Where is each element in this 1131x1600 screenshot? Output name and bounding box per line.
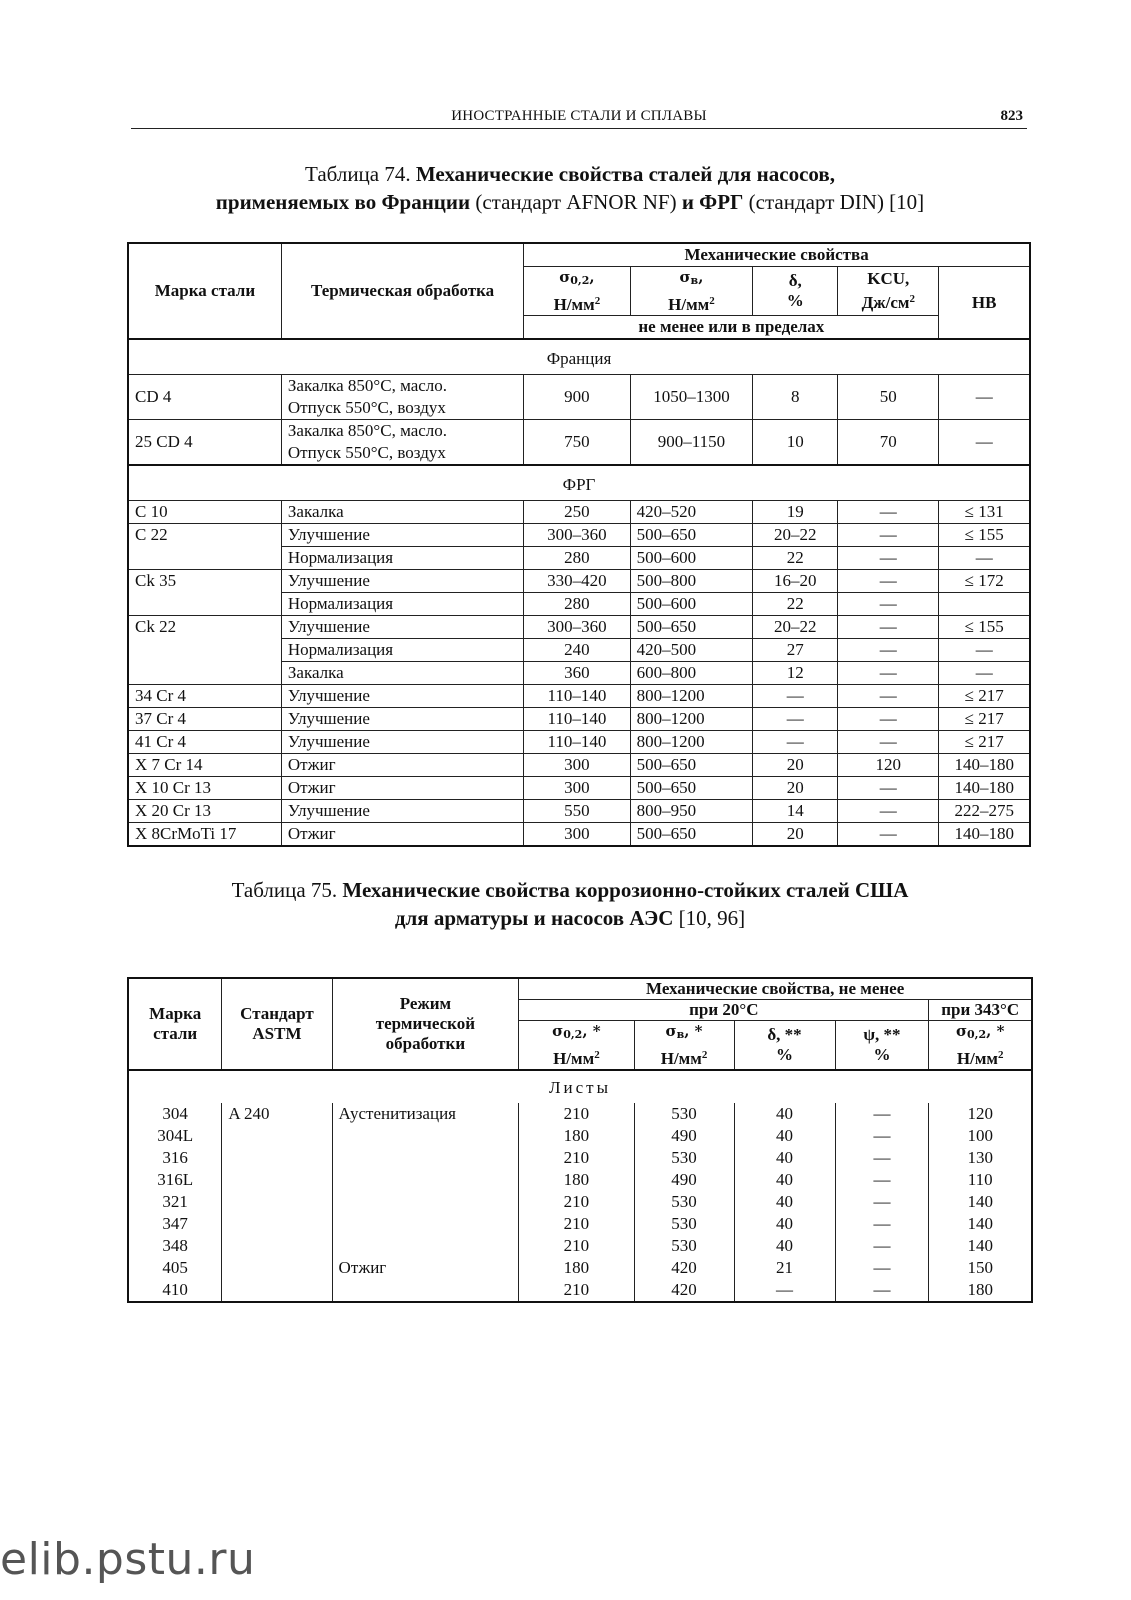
cell-treatment: Нормализация — [281, 593, 523, 616]
cell-sigma02: 300 — [524, 754, 630, 777]
cell-kcu: — — [838, 593, 939, 616]
cell-hb: — — [939, 662, 1030, 685]
cell-delta: 19 — [753, 501, 838, 524]
col-sigma-v: $\sigma_в$, $Н/мм^2$ — [630, 267, 753, 316]
col-mech-props: Механические свойства, не менее — [519, 978, 1032, 1000]
cell-delta: 16–20 — [753, 570, 838, 593]
cell-psi: — — [835, 1103, 929, 1125]
table-row — [128, 1103, 1032, 1125]
cell-treatment: Улучшение — [281, 685, 523, 708]
cell-sigma02-343: 140 — [929, 1191, 1032, 1213]
caption-title-frg: и ФРГ — [681, 190, 744, 214]
cell-treatment: Улучшение — [281, 731, 523, 754]
caption-prefix: Таблица 75. — [231, 878, 343, 902]
cell-delta: — — [734, 1279, 835, 1302]
cell-sigma-v: 420–500 — [630, 639, 753, 662]
col-kcu: KCU, $Дж/см^2$ — [838, 267, 939, 316]
cell-treatment-line2: Отпуск 550°С, воздух — [287, 443, 446, 462]
caption-title-line1: Механические свойства сталей для насосов, — [415, 162, 835, 186]
cell-sigma-v: 530 — [634, 1213, 734, 1235]
col-mode: Режим термической обработки — [332, 978, 519, 1070]
cell-treatment: Отжиг — [281, 823, 523, 847]
table-row — [128, 420, 1030, 466]
cell-treatment: Отжиг — [281, 754, 523, 777]
col-hb: НВ — [939, 267, 1030, 340]
cell-sigma02: 300–360 — [524, 616, 630, 639]
cell-grade: X 10 Cr 13 — [128, 777, 281, 800]
cell-sigma02: 110–140 — [524, 708, 630, 731]
cell-kcu: — — [838, 524, 939, 547]
cell-standard — [222, 1279, 332, 1302]
running-title: ИНОСТРАННЫЕ СТАЛИ И СПЛАВЫ — [451, 108, 707, 124]
cell-treatment: Нормализация — [281, 547, 523, 570]
page-header — [131, 104, 1027, 129]
cell-sigma-v: 530 — [634, 1235, 734, 1257]
cell-sigma02-343: 150 — [929, 1257, 1032, 1279]
table-row — [128, 1169, 1032, 1191]
table-row — [128, 639, 1030, 662]
cell-sigma-v: 500–800 — [630, 570, 753, 593]
cell-grade: 37 Cr 4 — [128, 708, 281, 731]
cell-sigma-v: 420 — [634, 1279, 734, 1302]
cell-kcu: — — [838, 662, 939, 685]
cell-standard — [222, 1191, 332, 1213]
cell-delta: 20–22 — [753, 524, 838, 547]
cell-sigma-v: 500–650 — [630, 777, 753, 800]
table-row — [128, 777, 1030, 800]
cell-sigma02: 750 — [524, 420, 630, 466]
cell-delta: — — [753, 708, 838, 731]
cell-kcu: — — [838, 731, 939, 754]
cell-sigma02-343: 100 — [929, 1125, 1032, 1147]
cell-sigma-v: 1050–1300 — [630, 375, 753, 420]
cell-sigma02: 300 — [524, 777, 630, 800]
table-row — [128, 1125, 1032, 1147]
cell-treatment-line1: Закалка 850°С, масло. — [287, 421, 448, 440]
cell-grade: CD 4 — [128, 375, 281, 420]
cell-sigma02: 300–360 — [524, 524, 630, 547]
cell-delta: 40 — [734, 1103, 835, 1125]
cell-sigma-v: 530 — [634, 1103, 734, 1125]
cell-sigma-v: 900–1150 — [630, 420, 753, 466]
col-sigma02: $\sigma_{0,2}$, $Н/мм^2$ — [524, 267, 630, 316]
cell-psi: — — [835, 1191, 929, 1213]
col-grade: Марка стали — [128, 978, 222, 1070]
table-row — [128, 1279, 1032, 1302]
table74-caption — [120, 160, 1020, 216]
cell-treatment: Улучшение — [281, 570, 523, 593]
cell-delta: 12 — [753, 662, 838, 685]
cell-sigma02-343: 140 — [929, 1213, 1032, 1235]
cell-treatment: Улучшение — [281, 708, 523, 731]
table-row — [128, 800, 1030, 823]
caption-title-line1: Механические свойства коррозионно-стойких сталей США — [342, 878, 909, 902]
section-frg: ФРГ — [128, 465, 1030, 501]
page-number: 823 — [1000, 108, 1023, 124]
cell-sigma-v: 530 — [634, 1191, 734, 1213]
cell-sigma02: 180 — [519, 1257, 634, 1279]
cell-sigma-v: 600–800 — [630, 662, 753, 685]
cell-treatment: Нормализация — [281, 639, 523, 662]
cell-sigma02: 180 — [519, 1169, 634, 1191]
cell-sigma02: 210 — [519, 1235, 634, 1257]
section-sheets: Листы — [128, 1070, 1032, 1103]
cell-delta: 22 — [753, 547, 838, 570]
table-row — [128, 547, 1030, 570]
cell-delta: 40 — [734, 1213, 835, 1235]
cell-hb: ≤ 217 — [939, 708, 1030, 731]
cell-mode: Отжиг — [332, 1257, 519, 1279]
cell-sigma-v: 500–650 — [630, 754, 753, 777]
col-treatment: Термическая обработка — [281, 243, 523, 339]
col-at-343: при 343°С — [929, 1000, 1032, 1021]
cell-treatment — [281, 375, 523, 420]
cell-standard — [222, 1213, 332, 1235]
cell-grade: 316 — [128, 1147, 222, 1169]
cell-sigma02: 280 — [524, 593, 630, 616]
cell-delta: 40 — [734, 1191, 835, 1213]
cell-sigma02: 360 — [524, 662, 630, 685]
cell-hb: ≤ 217 — [939, 685, 1030, 708]
cell-grade: C 22 — [128, 524, 281, 547]
cell-sigma-v: 500–600 — [630, 547, 753, 570]
cell-grade — [128, 547, 281, 570]
cell-sigma02-343: 120 — [929, 1103, 1032, 1125]
cell-delta: 40 — [734, 1125, 835, 1147]
cell-psi: — — [835, 1279, 929, 1302]
cell-delta: — — [753, 731, 838, 754]
cell-sigma-v: 800–1200 — [630, 685, 753, 708]
table-row — [128, 708, 1030, 731]
cell-kcu: — — [838, 639, 939, 662]
col-sigma02-343: $\sigma_{0,2}$, * $Н/мм^2$ — [929, 1021, 1032, 1071]
table-row — [128, 1235, 1032, 1257]
cell-sigma02: 110–140 — [524, 685, 630, 708]
cell-hb: — — [939, 420, 1030, 466]
cell-grade: 347 — [128, 1213, 222, 1235]
table-row — [128, 616, 1030, 639]
cell-kcu: — — [838, 823, 939, 847]
cell-kcu: — — [838, 708, 939, 731]
cell-standard — [222, 1125, 332, 1147]
cell-grade — [128, 639, 281, 662]
cell-sigma02: 210 — [519, 1147, 634, 1169]
cell-delta: 27 — [753, 639, 838, 662]
cell-psi: — — [835, 1213, 929, 1235]
cell-kcu: — — [838, 570, 939, 593]
cell-grade: 405 — [128, 1257, 222, 1279]
cell-treatment-line1: Закалка 850°С, масло. — [287, 376, 448, 395]
table-row — [128, 570, 1030, 593]
cell-kcu: 50 — [838, 375, 939, 420]
cell-grade: 304 — [128, 1103, 222, 1125]
table-row — [128, 524, 1030, 547]
col-mech-props: Механические свойства — [524, 243, 1030, 267]
cell-sigma02: 180 — [519, 1125, 634, 1147]
col-psi: ψ, ** % — [835, 1021, 929, 1071]
caption-refs: [10, 96] — [673, 906, 746, 930]
cell-sigma02: 210 — [519, 1213, 634, 1235]
section-france: Франция — [128, 339, 1030, 375]
cell-grade — [128, 662, 281, 685]
cell-treatment: Улучшение — [281, 800, 523, 823]
cell-delta: 14 — [753, 800, 838, 823]
cell-psi: — — [835, 1125, 929, 1147]
cell-sigma02: 240 — [524, 639, 630, 662]
cell-grade: Ck 35 — [128, 570, 281, 593]
cell-delta: 40 — [734, 1169, 835, 1191]
caption-title-line2: для арматуры и насосов АЭС — [394, 906, 674, 930]
caption-standard-afnor: (стандарт AFNOR NF) — [470, 190, 682, 214]
cell-hb: 140–180 — [939, 823, 1030, 847]
cell-sigma-v: 490 — [634, 1125, 734, 1147]
cell-treatment: Закалка — [281, 501, 523, 524]
cell-sigma-v: 530 — [634, 1147, 734, 1169]
caption-standard-din: (стандарт DIN) [10] — [743, 190, 925, 214]
cell-kcu: 70 — [838, 420, 939, 466]
cell-hb: 222–275 — [939, 800, 1030, 823]
cell-mode — [332, 1147, 519, 1169]
note-range: не менее или в пределах — [524, 316, 939, 340]
cell-standard — [222, 1147, 332, 1169]
cell-mode — [332, 1125, 519, 1147]
cell-grade: 316L — [128, 1169, 222, 1191]
cell-treatment: Улучшение — [281, 616, 523, 639]
cell-sigma02-343: 140 — [929, 1235, 1032, 1257]
cell-mode — [332, 1191, 519, 1213]
cell-hb: ≤ 172 — [939, 570, 1030, 593]
cell-psi: — — [835, 1169, 929, 1191]
col-grade: Марка стали — [128, 243, 281, 339]
cell-hb: 140–180 — [939, 754, 1030, 777]
cell-kcu: — — [838, 616, 939, 639]
table-row — [128, 662, 1030, 685]
table-row — [128, 823, 1030, 847]
cell-sigma-v: 420–520 — [630, 501, 753, 524]
cell-sigma-v: 800–1200 — [630, 731, 753, 754]
cell-sigma02: 250 — [524, 501, 630, 524]
cell-hb: ≤ 155 — [939, 616, 1030, 639]
cell-treatment: Отжиг — [281, 777, 523, 800]
cell-grade: 41 Cr 4 — [128, 731, 281, 754]
cell-sigma02-343: 110 — [929, 1169, 1032, 1191]
section-frg-row — [128, 465, 1030, 501]
cell-mode — [332, 1279, 519, 1302]
cell-psi: — — [835, 1257, 929, 1279]
table-row — [128, 593, 1030, 616]
cell-delta: 20–22 — [753, 616, 838, 639]
cell-hb: — — [939, 547, 1030, 570]
cell-sigma-v: 420 — [634, 1257, 734, 1279]
cell-grade: 410 — [128, 1279, 222, 1302]
cell-grade: 25 CD 4 — [128, 420, 281, 466]
cell-delta: 20 — [753, 754, 838, 777]
cell-sigma02: 110–140 — [524, 731, 630, 754]
table74 — [127, 242, 1031, 847]
cell-sigma-v: 800–950 — [630, 800, 753, 823]
cell-sigma02: 900 — [524, 375, 630, 420]
cell-mode: Аустенитизация — [332, 1103, 519, 1125]
cell-grade: C 10 — [128, 501, 281, 524]
table-row — [128, 1257, 1032, 1279]
cell-standard — [222, 1169, 332, 1191]
table-row — [128, 501, 1030, 524]
cell-kcu: — — [838, 501, 939, 524]
cell-grade: X 20 Cr 13 — [128, 800, 281, 823]
cell-sigma-v: 500–600 — [630, 593, 753, 616]
cell-kcu: — — [838, 685, 939, 708]
cell-hb: ≤ 217 — [939, 731, 1030, 754]
table-row — [128, 1191, 1032, 1213]
cell-treatment-line2: Отпуск 550°С, воздух — [287, 398, 446, 417]
cell-hb: — — [939, 639, 1030, 662]
table-row — [128, 754, 1030, 777]
caption-title-france: применяемых во Франции — [215, 190, 471, 214]
cell-grade: 348 — [128, 1235, 222, 1257]
cell-sigma02: 550 — [524, 800, 630, 823]
cell-delta: 40 — [734, 1235, 835, 1257]
table-row — [128, 1147, 1032, 1169]
cell-grade — [128, 593, 281, 616]
cell-standard: A 240 — [222, 1103, 332, 1125]
cell-sigma-v: 500–650 — [630, 616, 753, 639]
cell-delta: 40 — [734, 1147, 835, 1169]
watermark: elib.pstu.ru — [0, 1534, 256, 1585]
cell-psi: — — [835, 1235, 929, 1257]
cell-kcu: 120 — [838, 754, 939, 777]
cell-treatment: Улучшение — [281, 524, 523, 547]
cell-sigma-v: 490 — [634, 1169, 734, 1191]
col-at-20: при 20°С — [519, 1000, 929, 1021]
cell-kcu: — — [838, 777, 939, 800]
cell-sigma-v: 500–650 — [630, 524, 753, 547]
col-sigma-v: $\sigma_в$, * $Н/мм^2$ — [634, 1021, 734, 1071]
cell-delta: 20 — [753, 823, 838, 847]
col-delta: δ, % — [753, 267, 838, 316]
cell-hb: 140–180 — [939, 777, 1030, 800]
cell-sigma02: 210 — [519, 1279, 634, 1302]
cell-delta: 10 — [753, 420, 838, 466]
cell-sigma02: 330–420 — [524, 570, 630, 593]
col-delta: δ, ** % — [734, 1021, 835, 1071]
cell-grade: 34 Cr 4 — [128, 685, 281, 708]
col-standard: Стандарт ASTM — [222, 978, 332, 1070]
cell-sigma-v: 800–1200 — [630, 708, 753, 731]
cell-delta: — — [753, 685, 838, 708]
cell-hb: ≤ 131 — [939, 501, 1030, 524]
cell-grade: Ck 22 — [128, 616, 281, 639]
cell-sigma02: 280 — [524, 547, 630, 570]
table-row — [128, 731, 1030, 754]
cell-kcu: — — [838, 800, 939, 823]
cell-delta: 20 — [753, 777, 838, 800]
cell-sigma02: 210 — [519, 1191, 634, 1213]
cell-kcu: — — [838, 547, 939, 570]
cell-sigma02: 300 — [524, 823, 630, 847]
section-sheets-row — [128, 1070, 1032, 1103]
table75 — [127, 977, 1033, 1303]
cell-mode — [332, 1213, 519, 1235]
cell-grade: X 8CrMoTi 17 — [128, 823, 281, 847]
cell-hb: ≤ 155 — [939, 524, 1030, 547]
cell-sigma-v: 500–650 — [630, 823, 753, 847]
cell-sigma02-343: 130 — [929, 1147, 1032, 1169]
cell-mode — [332, 1235, 519, 1257]
cell-standard — [222, 1257, 332, 1279]
cell-treatment — [281, 420, 523, 466]
cell-sigma02-343: 180 — [929, 1279, 1032, 1302]
cell-delta: 21 — [734, 1257, 835, 1279]
caption-prefix: Таблица 74. — [305, 162, 416, 186]
cell-hb — [939, 593, 1030, 616]
cell-treatment: Закалка — [281, 662, 523, 685]
cell-hb: — — [939, 375, 1030, 420]
cell-grade: X 7 Cr 14 — [128, 754, 281, 777]
section-france-row — [128, 339, 1030, 375]
table75-caption — [120, 876, 1020, 932]
cell-delta: 22 — [753, 593, 838, 616]
table-row — [128, 1213, 1032, 1235]
cell-standard — [222, 1235, 332, 1257]
cell-psi: — — [835, 1147, 929, 1169]
cell-delta: 8 — [753, 375, 838, 420]
cell-sigma02: 210 — [519, 1103, 634, 1125]
cell-grade: 321 — [128, 1191, 222, 1213]
col-sigma02: $\sigma_{0,2}$, * $Н/мм^2$ — [519, 1021, 634, 1071]
table-row — [128, 685, 1030, 708]
cell-grade: 304L — [128, 1125, 222, 1147]
table-row — [128, 375, 1030, 420]
cell-mode — [332, 1169, 519, 1191]
